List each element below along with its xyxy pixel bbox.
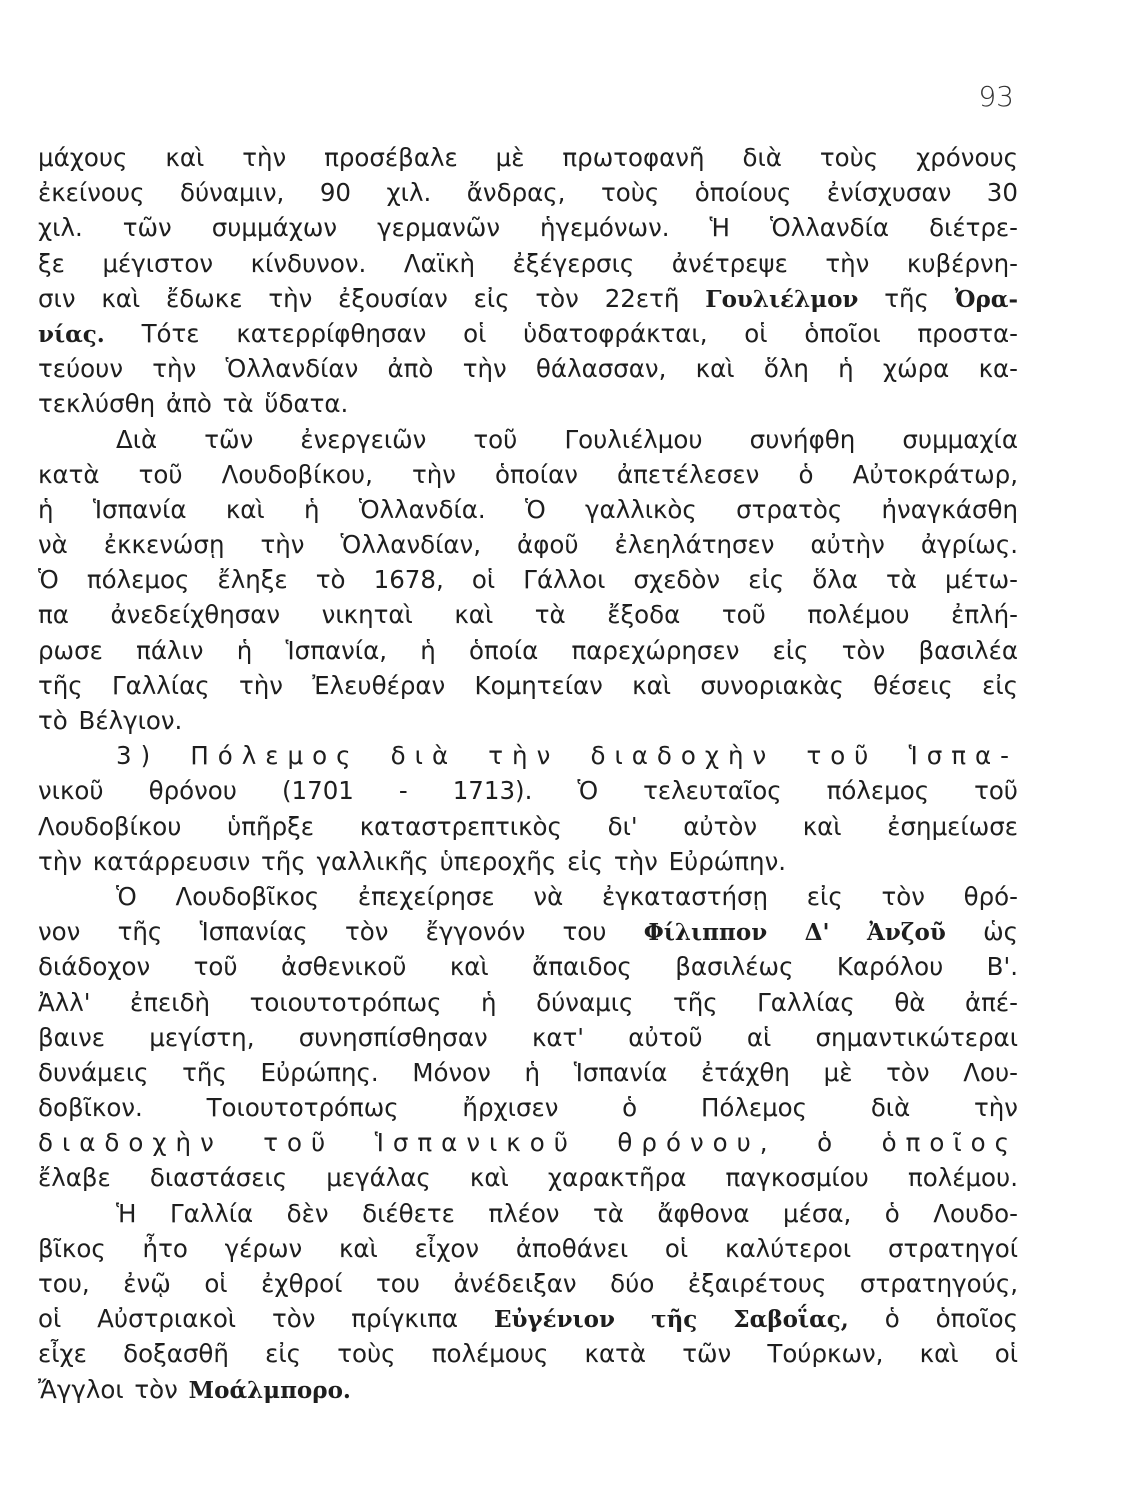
line-text: Ὁ Λουδοβῖκος ἐπεχείρησε νὰ ἐγκαταστήσῃ εἰς τὸν θρό-: [116, 881, 1018, 911]
bold-term: Ὀρα-: [954, 285, 1018, 313]
text-line: [38, 668, 1018, 703]
line-text: 3) Πόλεμος διὰ τὴν διαδοχὴν τοῦ Ἱσπα-: [116, 741, 1018, 771]
line-text: εἶχε δοξασθῆ εἰς τοὺς πολέμους κατὰ τῶν Τούρκων, καὶ οἱ: [38, 1339, 1018, 1369]
line-text: δοβῖκον. Τοιουτοτρόπως ἤρχισεν ὁ Πόλεμος διὰ τὴν: [38, 1093, 1018, 1123]
line-text: νικοῦ θρόνου (1701 - 1713). Ὁ τελευταῖος πόλεμος τοῦ: [38, 776, 1018, 806]
line-text: ὁ ὁποῖος: [884, 1304, 1018, 1334]
text-line: [38, 140, 1018, 175]
text-line: [38, 597, 1018, 632]
text-line: [38, 738, 1018, 773]
text-line: [38, 562, 1018, 597]
line-text: τεκλύσθη ἀπὸ τὰ ὕδατα.: [38, 389, 349, 419]
text-line: [38, 773, 1018, 808]
bold-term: νίας.: [38, 320, 105, 348]
text-line: [38, 386, 1018, 421]
line-text: μάχους καὶ τὴν προσέβαλε μὲ πρωτοφανῆ διὰ τοὺς χρόνους: [38, 143, 1018, 172]
line-text: Διὰ τῶν ἐνεργειῶν τοῦ Γουλιέλμου συνήφθη συμμαχία: [116, 424, 1018, 454]
line-text: ξε μέγιστον κίνδυνον. Λαϊκὴ ἐξέγερσις ἀνέτρεψε τὴν κυβέρνη-: [38, 248, 1018, 278]
line-text: ρωσε πάλιν ἡ Ἱσπανία, ἡ ὁποία παρεχώρησεν εἰς τὸν βασιλέα: [38, 635, 1018, 665]
line-text: κατὰ τοῦ Λουδοβίκου, τὴν ὁποίαν ἀπετέλεσεν ὁ Αὐτοκράτωρ,: [38, 459, 1018, 489]
line-text: Τότε κατερρίφθησαν οἱ ὑδατοφράκται, οἱ ὁποῖοι προστα-: [141, 318, 1018, 348]
text-line: [38, 1266, 1018, 1301]
line-text: νον τῆς Ἱσπανίας τὸν ἔγγονόν του: [38, 917, 607, 947]
text-line: [38, 1090, 1018, 1125]
text-line: [38, 1020, 1018, 1055]
line-text: βῖκος ἦτο γέρων καὶ εἶχον ἀποθάνει οἱ καλύτεροι στρατηγοί: [38, 1233, 1018, 1263]
line-text: ἡ Ἱσπανία καὶ ἡ Ὁλλανδία. Ὁ γαλλικὸς στρατὸς ἠναγκάσθη: [38, 494, 1018, 524]
bold-term: Φίλιππον Δ' Ἀνζοῦ: [643, 919, 946, 947]
line-text: σιν καὶ ἔδωκε τὴν ἐξουσίαν εἰς τὸν 22ετῆ: [38, 283, 680, 313]
text-line: [38, 1231, 1018, 1266]
line-text: Ἄγγλοι τὸν: [38, 1374, 178, 1404]
text-line: [38, 1336, 1018, 1371]
text-line: [38, 1125, 1018, 1160]
text-line: [38, 281, 1018, 316]
text-line: [38, 175, 1018, 210]
text-line: [38, 527, 1018, 562]
line-text: νὰ ἐκκενώσῃ τὴν Ὁλλανδίαν, ἀφοῦ ἐλεηλάτησεν αὐτὴν ἀγρίως.: [38, 530, 1018, 560]
text-line: [38, 457, 1018, 492]
text-line: [38, 914, 1018, 949]
line-text: βαινε μεγίστη, συνησπίσθησαν κατ' αὐτοῦ αἱ σημαντικώτεραι: [38, 1022, 1018, 1052]
text-line: [38, 1196, 1018, 1231]
line-text: τὴν κατάρρευσιν τῆς γαλλικῆς ὑπεροχῆς εἰς τὴν Εὐρώπην.: [38, 846, 787, 876]
line-text: Ὁ πόλεμος ἔληξε τὸ 1678, οἱ Γάλλοι σχεδὸν εἰς ὅλα τὰ μέτω-: [38, 565, 1018, 595]
text-line: [38, 492, 1018, 527]
bold-term: Μοάλμπορο.: [188, 1376, 351, 1404]
text-line: [38, 879, 1018, 914]
line-text: χιλ. τῶν συμμάχων γερμανῶν ἡγεμόνων. Ἡ Ὁλλανδία διέτρε-: [38, 213, 1018, 243]
text-line: [38, 985, 1018, 1020]
line-text: του, ἐνῷ οἱ ἐχθροί του ἀνέδειξαν δύο ἐξαιρέτους στρατηγούς,: [38, 1269, 1018, 1298]
line-text: τὸ Βέλγιον.: [38, 706, 183, 735]
text-line: [38, 1301, 1018, 1336]
text-line: [38, 351, 1018, 386]
text-line: [38, 633, 1018, 668]
line-text: Ἀλλ' ἐπειδὴ τοιουτοτρόπως ἡ δύναμις τῆς Γαλλίας θὰ ἀπέ-: [38, 987, 1018, 1017]
text-line: [38, 949, 1018, 984]
text-line: [38, 246, 1018, 281]
line-text: δυνάμεις τῆς Εὐρώπης. Μόνον ἡ Ἱσπανία ἐτάχθη μὲ τὸν Λου-: [38, 1057, 1018, 1087]
line-text: ἐκείνους δύναμιν, 90 χιλ. ἄνδρας, τοὺς ὁποίους ἐνίσχυσαν 30: [38, 178, 1018, 208]
text-line: [38, 422, 1018, 457]
text-line: [38, 1160, 1018, 1195]
text-line: [38, 703, 1018, 738]
bold-term: Γουλιέλμον: [705, 285, 859, 313]
bold-term: Εὐγένιον τῆς Σαβοΐας,: [493, 1306, 849, 1334]
text-line: [38, 210, 1018, 245]
line-text: οἱ Αὐστριακοὶ τὸν πρίγκιπα: [38, 1304, 459, 1334]
line-text: διάδοχον τοῦ ἀσθενικοῦ καὶ ἄπαιδος βασιλέως Καρόλου Β'.: [38, 952, 1018, 982]
line-text: τῆς: [884, 283, 929, 313]
line-text: ὡς: [983, 917, 1018, 947]
line-text: τεύουν τὴν Ὁλλανδίαν ἀπὸ τὴν θάλασσαν, καὶ ὅλη ἡ χώρα κα-: [38, 354, 1018, 384]
text-line: [38, 316, 1018, 351]
line-text: ἔλαβε διαστάσεις μεγάλας καὶ χαρακτῆρα παγκοσμίου πολέμου.: [38, 1163, 1018, 1193]
text-line: [38, 809, 1018, 844]
text-line: [38, 844, 1018, 879]
line-text: πα ἀνεδείχθησαν νικηταὶ καὶ τὰ ἔξοδα τοῦ πολέμου ἐπλή-: [38, 600, 1018, 630]
line-text: Ἡ Γαλλία δὲν διέθετε πλέον τὰ ἄφθονα μέσα, ὁ Λουδο-: [116, 1198, 1018, 1228]
line-text: Λουδοβίκου ὑπῆρξε καταστρεπτικὸς δι' αὐτὸν καὶ ἐσημείωσε: [38, 811, 1018, 841]
page-number: 93: [978, 80, 1014, 113]
text-line: [38, 1372, 1018, 1407]
text-block: [38, 140, 1018, 1407]
line-text: τῆς Γαλλίας τὴν Ἐλευθέραν Κομητείαν καὶ συνοριακὰς θέσεις εἰς: [38, 670, 1018, 700]
text-line: [38, 1055, 1018, 1090]
line-text: διαδοχὴν τοῦ Ἱσπανικοῦ θρόνου, ὁ ὁποῖος: [38, 1128, 1018, 1158]
